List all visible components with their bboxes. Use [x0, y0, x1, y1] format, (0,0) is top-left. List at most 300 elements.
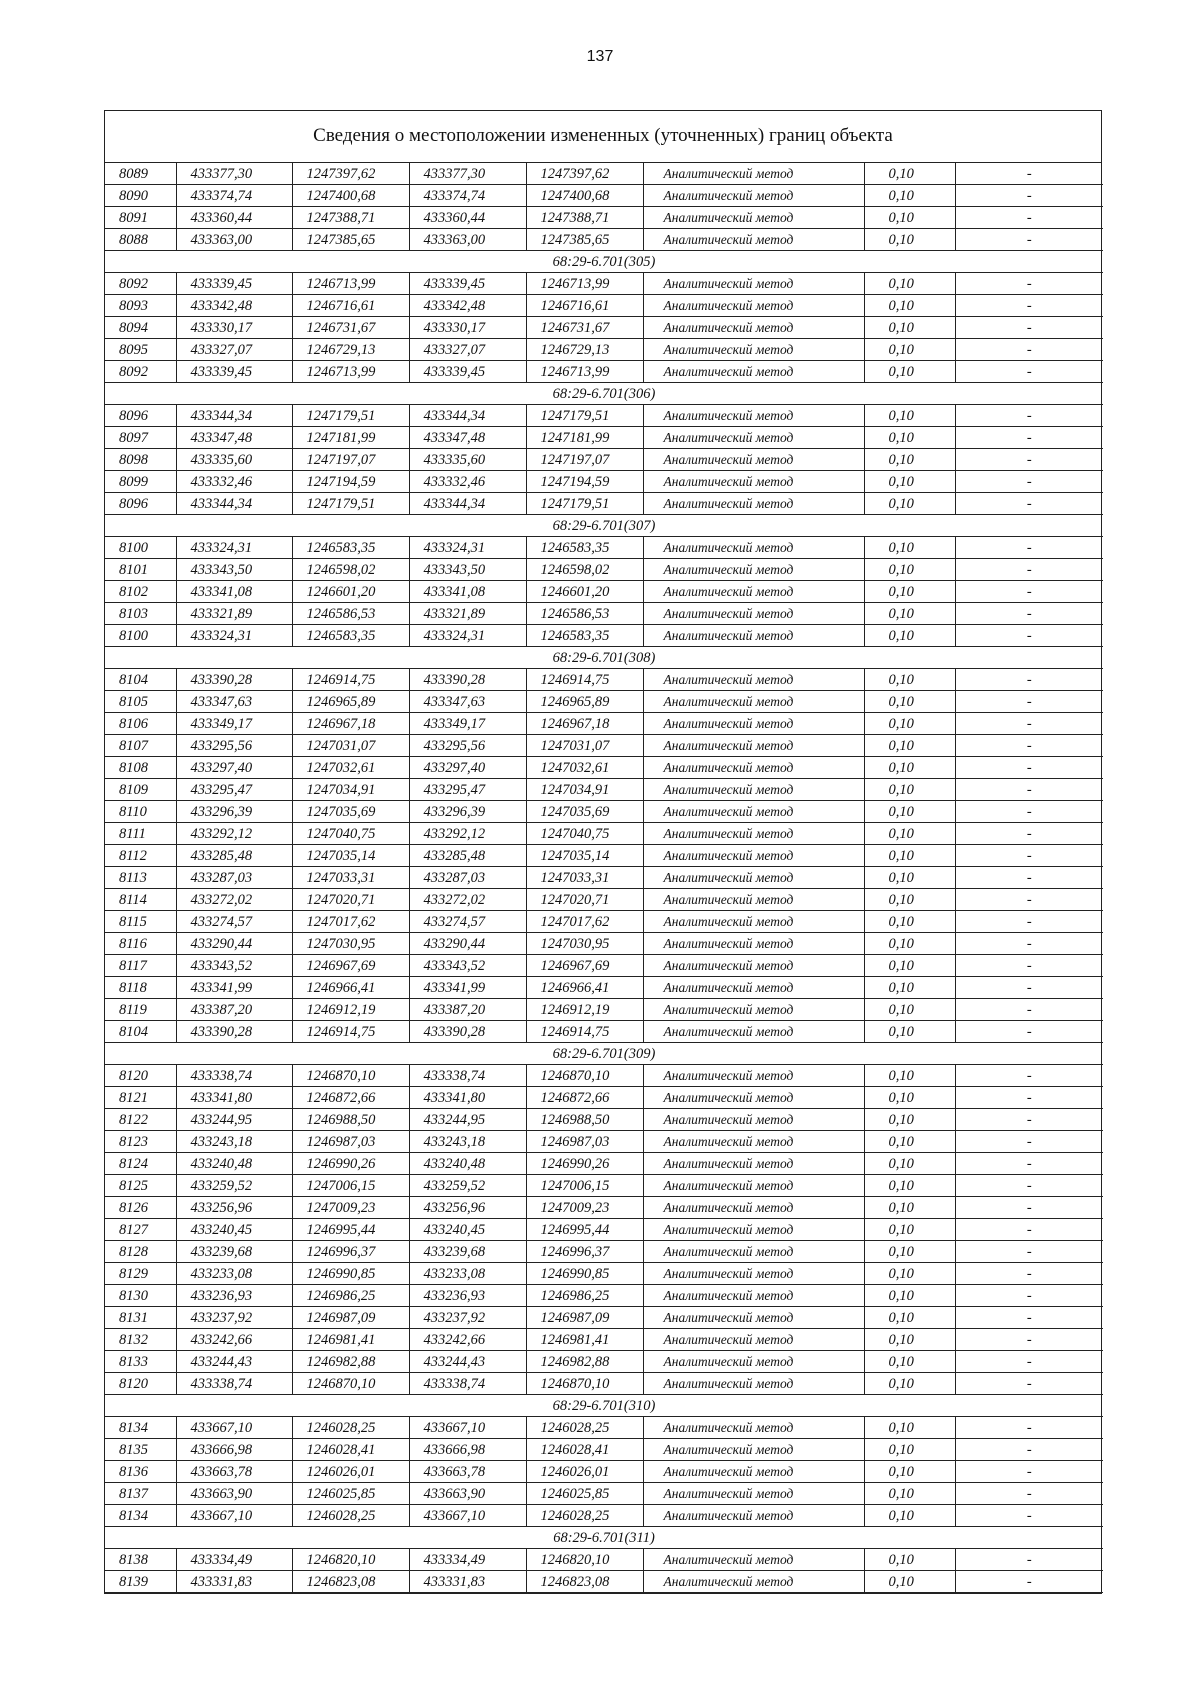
y-existing-cell: 1246713,99	[292, 273, 409, 295]
point-number-cell: 8120	[105, 1065, 176, 1087]
x-new-cell: 433390,28	[409, 669, 526, 691]
remark-cell: -	[955, 581, 1103, 603]
remark-cell: -	[955, 1505, 1103, 1527]
x-new-cell: 433339,45	[409, 273, 526, 295]
x-new-cell: 433236,93	[409, 1285, 526, 1307]
x-new-cell: 433256,96	[409, 1197, 526, 1219]
y-new-cell: 1247194,59	[526, 471, 643, 493]
point-number-cell: 8094	[105, 317, 176, 339]
point-number-cell: 8091	[105, 207, 176, 229]
y-existing-cell: 1246713,99	[292, 361, 409, 383]
y-existing-cell: 1246987,03	[292, 1131, 409, 1153]
point-number-cell: 8120	[105, 1373, 176, 1395]
x-new-cell: 433338,74	[409, 1373, 526, 1395]
y-existing-cell: 1246986,25	[292, 1285, 409, 1307]
y-new-cell: 1247397,62	[526, 163, 643, 185]
boundary-table	[104, 110, 1102, 1594]
accuracy-cell: 0,10	[864, 911, 955, 933]
remark-cell: -	[955, 493, 1103, 515]
method-cell: Аналитический метод	[643, 823, 864, 845]
remark-cell: -	[955, 1329, 1103, 1351]
point-number-cell: 8129	[105, 1263, 176, 1285]
y-new-cell: 1246995,44	[526, 1219, 643, 1241]
table-row	[105, 449, 1103, 471]
x-new-cell: 433244,43	[409, 1351, 526, 1373]
y-existing-cell: 1246912,19	[292, 999, 409, 1021]
method-cell: Аналитический метод	[643, 1087, 864, 1109]
method-cell: Аналитический метод	[643, 273, 864, 295]
x-existing-cell: 433339,45	[176, 273, 292, 295]
method-cell: Аналитический метод	[643, 1439, 864, 1461]
x-existing-cell: 433244,95	[176, 1109, 292, 1131]
table-row	[105, 339, 1103, 361]
y-new-cell: 1246965,89	[526, 691, 643, 713]
remark-cell: -	[955, 1087, 1103, 1109]
x-new-cell: 433374,74	[409, 185, 526, 207]
x-existing-cell: 433347,48	[176, 427, 292, 449]
method-cell: Аналитический метод	[643, 471, 864, 493]
remark-cell: -	[955, 1483, 1103, 1505]
y-new-cell: 1246028,25	[526, 1417, 643, 1439]
accuracy-cell: 0,10	[864, 1329, 955, 1351]
remark-cell: -	[955, 1241, 1103, 1263]
accuracy-cell: 0,10	[864, 713, 955, 735]
y-existing-cell: 1247035,14	[292, 845, 409, 867]
x-existing-cell: 433327,07	[176, 339, 292, 361]
point-number-cell: 8104	[105, 1021, 176, 1043]
section-label: 68:29-6.701(309)	[105, 1043, 1103, 1065]
x-new-cell: 433237,92	[409, 1307, 526, 1329]
accuracy-cell: 0,10	[864, 889, 955, 911]
table-row	[105, 1153, 1103, 1175]
point-number-cell: 8122	[105, 1109, 176, 1131]
accuracy-cell: 0,10	[864, 999, 955, 1021]
remark-cell: -	[955, 1307, 1103, 1329]
table-row	[105, 471, 1103, 493]
y-new-cell: 1246967,69	[526, 955, 643, 977]
point-number-cell: 8114	[105, 889, 176, 911]
accuracy-cell: 0,10	[864, 1021, 955, 1043]
y-existing-cell: 1246982,88	[292, 1351, 409, 1373]
remark-cell: -	[955, 823, 1103, 845]
point-number-cell: 8113	[105, 867, 176, 889]
table-row	[105, 933, 1103, 955]
accuracy-cell: 0,10	[864, 1417, 955, 1439]
x-existing-cell: 433377,30	[176, 163, 292, 185]
x-new-cell: 433297,40	[409, 757, 526, 779]
x-new-cell: 433663,78	[409, 1461, 526, 1483]
x-existing-cell: 433343,50	[176, 559, 292, 581]
method-cell: Аналитический метод	[643, 845, 864, 867]
point-number-cell: 8137	[105, 1483, 176, 1505]
y-existing-cell: 1246586,53	[292, 603, 409, 625]
section-row	[105, 383, 1103, 405]
remark-cell: -	[955, 867, 1103, 889]
y-existing-cell: 1246870,10	[292, 1065, 409, 1087]
y-existing-cell: 1247020,71	[292, 889, 409, 911]
remark-cell: -	[955, 163, 1103, 185]
y-existing-cell: 1246967,69	[292, 955, 409, 977]
accuracy-cell: 0,10	[864, 581, 955, 603]
table-row	[105, 1549, 1103, 1571]
y-new-cell: 1246912,19	[526, 999, 643, 1021]
x-new-cell: 433324,31	[409, 625, 526, 647]
y-existing-cell: 1246583,35	[292, 625, 409, 647]
x-new-cell: 433666,98	[409, 1439, 526, 1461]
remark-cell: -	[955, 1263, 1103, 1285]
point-number-cell: 8138	[105, 1549, 176, 1571]
accuracy-cell: 0,10	[864, 1263, 955, 1285]
y-existing-cell: 1246996,37	[292, 1241, 409, 1263]
x-existing-cell: 433341,08	[176, 581, 292, 603]
x-new-cell: 433243,18	[409, 1131, 526, 1153]
x-new-cell: 433667,10	[409, 1417, 526, 1439]
method-cell: Аналитический метод	[643, 405, 864, 427]
y-new-cell: 1246820,10	[526, 1549, 643, 1571]
x-existing-cell: 433347,63	[176, 691, 292, 713]
point-number-cell: 8095	[105, 339, 176, 361]
table-row	[105, 163, 1103, 185]
method-cell: Аналитический метод	[643, 691, 864, 713]
x-existing-cell: 433334,49	[176, 1549, 292, 1571]
x-new-cell: 433233,08	[409, 1263, 526, 1285]
method-cell: Аналитический метод	[643, 1219, 864, 1241]
x-new-cell: 433331,83	[409, 1571, 526, 1593]
accuracy-cell: 0,10	[864, 801, 955, 823]
x-new-cell: 433240,48	[409, 1153, 526, 1175]
method-cell: Аналитический метод	[643, 1021, 864, 1043]
y-existing-cell: 1247179,51	[292, 405, 409, 427]
point-number-cell: 8134	[105, 1505, 176, 1527]
y-existing-cell: 1246995,44	[292, 1219, 409, 1241]
remark-cell: -	[955, 317, 1103, 339]
x-new-cell: 433339,45	[409, 361, 526, 383]
method-cell: Аналитический метод	[643, 207, 864, 229]
x-existing-cell: 433374,74	[176, 185, 292, 207]
point-number-cell: 8119	[105, 999, 176, 1021]
method-cell: Аналитический метод	[643, 1505, 864, 1527]
table-row	[105, 1197, 1103, 1219]
table-row	[105, 1175, 1103, 1197]
x-existing-cell: 433321,89	[176, 603, 292, 625]
y-new-cell: 1247179,51	[526, 405, 643, 427]
remark-cell: -	[955, 449, 1103, 471]
method-cell: Аналитический метод	[643, 779, 864, 801]
x-new-cell: 433292,12	[409, 823, 526, 845]
point-number-cell: 8139	[105, 1571, 176, 1593]
y-new-cell: 1246028,41	[526, 1439, 643, 1461]
point-number-cell: 8102	[105, 581, 176, 603]
accuracy-cell: 0,10	[864, 1197, 955, 1219]
method-cell: Аналитический метод	[643, 713, 864, 735]
method-cell: Аналитический метод	[643, 801, 864, 823]
table-row	[105, 911, 1103, 933]
x-new-cell: 433341,08	[409, 581, 526, 603]
x-new-cell: 433343,52	[409, 955, 526, 977]
accuracy-cell: 0,10	[864, 735, 955, 757]
remark-cell: -	[955, 691, 1103, 713]
remark-cell: -	[955, 537, 1103, 559]
remark-cell: -	[955, 801, 1103, 823]
y-new-cell: 1247033,31	[526, 867, 643, 889]
x-existing-cell: 433349,17	[176, 713, 292, 735]
y-existing-cell: 1246914,75	[292, 669, 409, 691]
table-row	[105, 955, 1103, 977]
table-row	[105, 691, 1103, 713]
accuracy-cell: 0,10	[864, 1175, 955, 1197]
remark-cell: -	[955, 1175, 1103, 1197]
accuracy-cell: 0,10	[864, 1439, 955, 1461]
point-number-cell: 8123	[105, 1131, 176, 1153]
y-existing-cell: 1247033,31	[292, 867, 409, 889]
table-row	[105, 317, 1103, 339]
remark-cell: -	[955, 713, 1103, 735]
table-row	[105, 1505, 1103, 1527]
accuracy-cell: 0,10	[864, 427, 955, 449]
x-new-cell: 433343,50	[409, 559, 526, 581]
y-existing-cell: 1246026,01	[292, 1461, 409, 1483]
y-existing-cell: 1246870,10	[292, 1373, 409, 1395]
accuracy-cell: 0,10	[864, 691, 955, 713]
section-label: 68:29-6.701(311)	[105, 1527, 1103, 1549]
y-new-cell: 1246025,85	[526, 1483, 643, 1505]
y-existing-cell: 1247034,91	[292, 779, 409, 801]
x-existing-cell: 433387,20	[176, 999, 292, 1021]
y-existing-cell: 1246583,35	[292, 537, 409, 559]
section-label: 68:29-6.701(305)	[105, 251, 1103, 273]
method-cell: Аналитический метод	[643, 889, 864, 911]
x-new-cell: 433390,28	[409, 1021, 526, 1043]
remark-cell: -	[955, 669, 1103, 691]
point-number-cell: 8089	[105, 163, 176, 185]
remark-cell: -	[955, 977, 1103, 999]
table-row	[105, 1065, 1103, 1087]
y-existing-cell: 1246028,41	[292, 1439, 409, 1461]
accuracy-cell: 0,10	[864, 757, 955, 779]
accuracy-cell: 0,10	[864, 449, 955, 471]
table-row	[105, 1329, 1103, 1351]
method-cell: Аналитический метод	[643, 1461, 864, 1483]
point-number-cell: 8096	[105, 493, 176, 515]
table-row	[105, 845, 1103, 867]
accuracy-cell: 0,10	[864, 779, 955, 801]
y-new-cell: 1246870,10	[526, 1373, 643, 1395]
point-number-cell: 8135	[105, 1439, 176, 1461]
method-cell: Аналитический метод	[643, 911, 864, 933]
y-new-cell: 1247030,95	[526, 933, 643, 955]
method-cell: Аналитический метод	[643, 603, 864, 625]
x-existing-cell: 433324,31	[176, 625, 292, 647]
x-existing-cell: 433339,45	[176, 361, 292, 383]
accuracy-cell: 0,10	[864, 207, 955, 229]
method-cell: Аналитический метод	[643, 295, 864, 317]
x-existing-cell: 433331,83	[176, 1571, 292, 1593]
remark-cell: -	[955, 1065, 1103, 1087]
section-row	[105, 1527, 1103, 1549]
y-existing-cell: 1247400,68	[292, 185, 409, 207]
accuracy-cell: 0,10	[864, 977, 955, 999]
x-existing-cell: 433236,93	[176, 1285, 292, 1307]
remark-cell: -	[955, 1021, 1103, 1043]
accuracy-cell: 0,10	[864, 867, 955, 889]
method-cell: Аналитический метод	[643, 427, 864, 449]
method-cell: Аналитический метод	[643, 339, 864, 361]
x-existing-cell: 433667,10	[176, 1417, 292, 1439]
method-cell: Аналитический метод	[643, 1373, 864, 1395]
x-existing-cell: 433295,47	[176, 779, 292, 801]
x-new-cell: 433295,47	[409, 779, 526, 801]
point-number-cell: 8097	[105, 427, 176, 449]
y-new-cell: 1246026,01	[526, 1461, 643, 1483]
method-cell: Аналитический метод	[643, 537, 864, 559]
y-new-cell: 1246914,75	[526, 1021, 643, 1043]
remark-cell: -	[955, 1131, 1103, 1153]
accuracy-cell: 0,10	[864, 823, 955, 845]
remark-cell: -	[955, 1439, 1103, 1461]
y-existing-cell: 1247397,62	[292, 163, 409, 185]
point-number-cell: 8112	[105, 845, 176, 867]
remark-cell: -	[955, 229, 1103, 251]
y-existing-cell: 1246965,89	[292, 691, 409, 713]
y-existing-cell: 1246729,13	[292, 339, 409, 361]
y-existing-cell: 1246025,85	[292, 1483, 409, 1505]
method-cell: Аналитический метод	[643, 1549, 864, 1571]
accuracy-cell: 0,10	[864, 1087, 955, 1109]
x-existing-cell: 433237,92	[176, 1307, 292, 1329]
point-number-cell: 8133	[105, 1351, 176, 1373]
y-existing-cell: 1246820,10	[292, 1549, 409, 1571]
x-existing-cell: 433360,44	[176, 207, 292, 229]
accuracy-cell: 0,10	[864, 1505, 955, 1527]
point-number-cell: 8100	[105, 625, 176, 647]
x-existing-cell: 433240,45	[176, 1219, 292, 1241]
y-new-cell: 1246601,20	[526, 581, 643, 603]
method-cell: Аналитический метод	[643, 317, 864, 339]
y-existing-cell: 1246990,26	[292, 1153, 409, 1175]
y-existing-cell: 1246990,85	[292, 1263, 409, 1285]
x-new-cell: 433296,39	[409, 801, 526, 823]
y-new-cell: 1247400,68	[526, 185, 643, 207]
point-number-cell: 8127	[105, 1219, 176, 1241]
accuracy-cell: 0,10	[864, 1461, 955, 1483]
y-existing-cell: 1247388,71	[292, 207, 409, 229]
accuracy-cell: 0,10	[864, 933, 955, 955]
remark-cell: -	[955, 625, 1103, 647]
method-cell: Аналитический метод	[643, 1109, 864, 1131]
accuracy-cell: 0,10	[864, 537, 955, 559]
y-existing-cell: 1246988,50	[292, 1109, 409, 1131]
y-existing-cell: 1247006,15	[292, 1175, 409, 1197]
x-new-cell: 433663,90	[409, 1483, 526, 1505]
x-new-cell: 433349,17	[409, 713, 526, 735]
remark-cell: -	[955, 1461, 1103, 1483]
x-new-cell: 433347,48	[409, 427, 526, 449]
y-new-cell: 1247179,51	[526, 493, 643, 515]
y-new-cell: 1246990,85	[526, 1263, 643, 1285]
accuracy-cell: 0,10	[864, 1285, 955, 1307]
y-existing-cell: 1246967,18	[292, 713, 409, 735]
table-row	[105, 229, 1103, 251]
x-existing-cell: 433272,02	[176, 889, 292, 911]
y-existing-cell: 1247035,69	[292, 801, 409, 823]
y-existing-cell: 1247032,61	[292, 757, 409, 779]
x-existing-cell: 433295,56	[176, 735, 292, 757]
method-cell: Аналитический метод	[643, 669, 864, 691]
x-existing-cell: 433256,96	[176, 1197, 292, 1219]
y-existing-cell: 1246601,20	[292, 581, 409, 603]
x-existing-cell: 433296,39	[176, 801, 292, 823]
y-new-cell: 1246583,35	[526, 625, 643, 647]
x-existing-cell: 433233,08	[176, 1263, 292, 1285]
x-existing-cell: 433344,34	[176, 493, 292, 515]
remark-cell: -	[955, 339, 1103, 361]
remark-cell: -	[955, 603, 1103, 625]
section-row	[105, 251, 1103, 273]
table-row	[105, 779, 1103, 801]
x-existing-cell: 433341,99	[176, 977, 292, 999]
table-row	[105, 867, 1103, 889]
x-existing-cell: 433343,52	[176, 955, 292, 977]
table-row	[105, 493, 1103, 515]
y-new-cell: 1246914,75	[526, 669, 643, 691]
x-existing-cell: 433663,78	[176, 1461, 292, 1483]
y-existing-cell: 1246914,75	[292, 1021, 409, 1043]
accuracy-cell: 0,10	[864, 163, 955, 185]
remark-cell: -	[955, 1549, 1103, 1571]
remark-cell: -	[955, 1219, 1103, 1241]
point-number-cell: 8136	[105, 1461, 176, 1483]
y-new-cell: 1246872,66	[526, 1087, 643, 1109]
x-existing-cell: 433667,10	[176, 1505, 292, 1527]
remark-cell: -	[955, 779, 1103, 801]
y-new-cell: 1247181,99	[526, 427, 643, 449]
x-existing-cell: 433342,48	[176, 295, 292, 317]
point-number-cell: 8125	[105, 1175, 176, 1197]
accuracy-cell: 0,10	[864, 317, 955, 339]
accuracy-cell: 0,10	[864, 1109, 955, 1131]
y-new-cell: 1246598,02	[526, 559, 643, 581]
x-existing-cell: 433332,46	[176, 471, 292, 493]
y-new-cell: 1246729,13	[526, 339, 643, 361]
x-new-cell: 433344,34	[409, 493, 526, 515]
y-existing-cell: 1247030,95	[292, 933, 409, 955]
y-new-cell: 1247017,62	[526, 911, 643, 933]
y-existing-cell: 1247385,65	[292, 229, 409, 251]
method-cell: Аналитический метод	[643, 1329, 864, 1351]
x-existing-cell: 433259,52	[176, 1175, 292, 1197]
point-number-cell: 8126	[105, 1197, 176, 1219]
method-cell: Аналитический метод	[643, 625, 864, 647]
y-new-cell: 1246988,50	[526, 1109, 643, 1131]
x-new-cell: 433360,44	[409, 207, 526, 229]
accuracy-cell: 0,10	[864, 361, 955, 383]
method-cell: Аналитический метод	[643, 229, 864, 251]
y-existing-cell: 1246981,41	[292, 1329, 409, 1351]
y-new-cell: 1246586,53	[526, 603, 643, 625]
method-cell: Аналитический метод	[643, 559, 864, 581]
x-existing-cell: 433363,00	[176, 229, 292, 251]
point-number-cell: 8118	[105, 977, 176, 999]
table-row	[105, 361, 1103, 383]
remark-cell: -	[955, 911, 1103, 933]
point-number-cell: 8093	[105, 295, 176, 317]
coordinates-table	[105, 163, 1103, 1593]
x-existing-cell: 433243,18	[176, 1131, 292, 1153]
remark-cell: -	[955, 1351, 1103, 1373]
section-label: 68:29-6.701(308)	[105, 647, 1103, 669]
x-existing-cell: 433297,40	[176, 757, 292, 779]
accuracy-cell: 0,10	[864, 273, 955, 295]
